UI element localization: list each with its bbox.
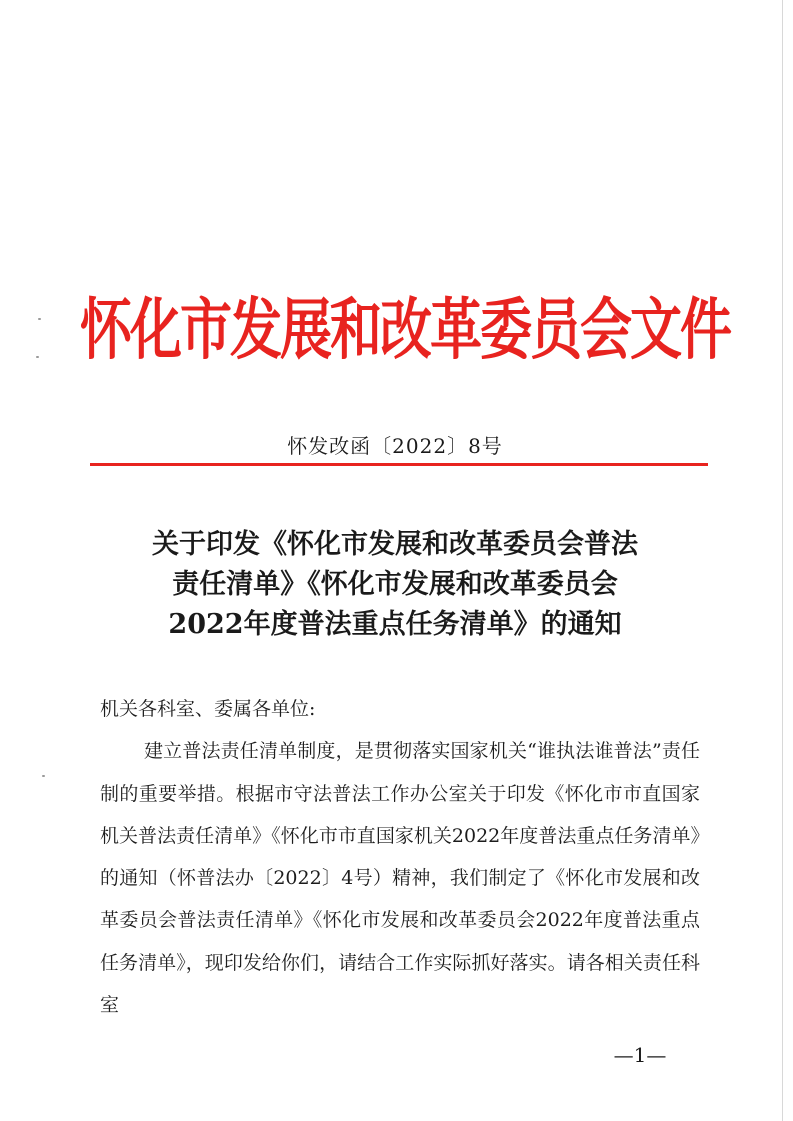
notice-title-line: 责任清单》《怀化市发展和改革委员会 [172,569,618,600]
red-divider-line [90,463,708,466]
notice-title-line: 2022年度普法重点任务清单》的通知 [168,609,622,640]
document-number: 怀发改函〔2022〕8号 [287,434,503,458]
notice-title [95,525,695,645]
scan-speck [38,318,41,320]
scan-edge-line [782,0,783,1121]
page-number: —1— [613,1043,667,1067]
scan-speck [36,356,39,358]
body-text [100,688,700,1026]
body-paragraph: 建立普法责任清单制度，是贯彻落实国家机关“谁执法谁普法”责任制的重要举措。根据市守法普法工作办公室关于印发《怀化市市直国家机关普法责任清单》《怀化市市直国家机关2022年度普法重点任务清单》的通知（怀普法办〔2022〕4号）精神，我们制定了《怀化市发展和改革委员会普法责任清单》《怀化市发展和改革委员会2022年度普法重点任务清单》，现印发给你们，请结合工作实际抓好落实。请各相关责任科室 [100,740,700,1017]
salutation: 机关各科室、委属各单位: [100,698,316,720]
notice-title-line: 关于印发《怀化市发展和改革委员会普法 [152,529,638,560]
scan-speck [42,775,45,777]
issuing-authority-header: 怀化市发展和改革委员会文件 [80,292,731,370]
